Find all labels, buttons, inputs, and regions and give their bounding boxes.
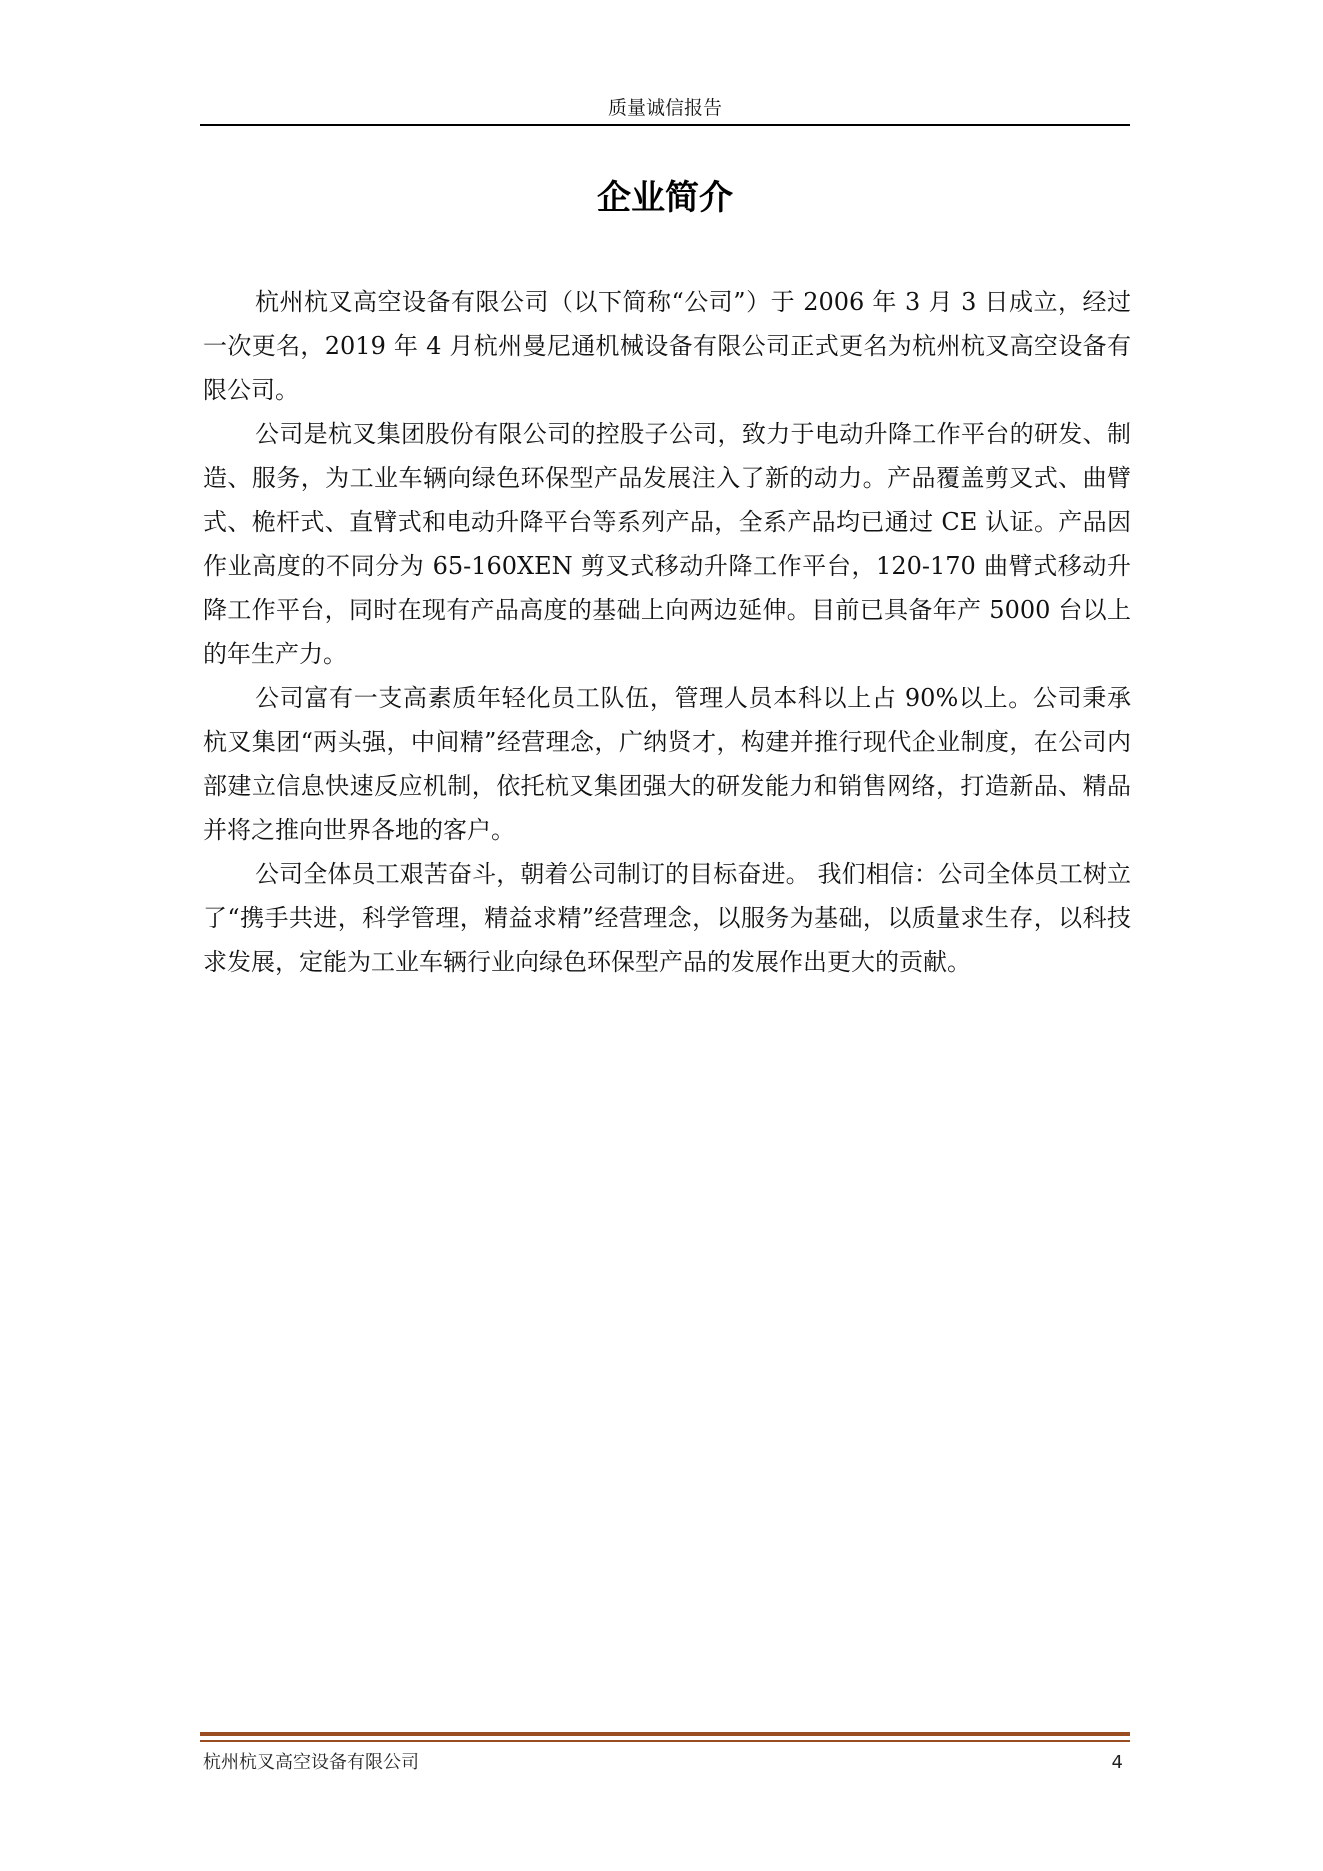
footer-divider-thin xyxy=(200,1740,1130,1742)
document-body xyxy=(203,280,1131,984)
page-title: 企业简介 xyxy=(597,178,733,218)
paragraph-3: 公司富有一支高素质年轻化员工队伍，管理人员本科以上占 90%以上。公司秉承杭叉集团“两头强，中间精”经营理念，广纳贤才，构建并推行现代企业制度，在公司内部建立信息快速反应机制，依托杭叉集团强大的研发能力和销售网络，打造新品、精品并将之推向世界各地的客户。 xyxy=(203,684,1131,844)
paragraph-1: 杭州杭叉高空设备有限公司（以下简称“公司”）于 2006 年 3 月 3 日成立，经过一次更名，2019 年 4 月杭州曼尼通机械设备有限公司正式更名为杭州杭叉高空设备有限公司。 xyxy=(203,288,1131,404)
header-divider xyxy=(200,124,1130,126)
page-number: 4 xyxy=(1111,1752,1123,1773)
paragraph-4: 公司全体员工艰苦奋斗，朝着公司制订的目标奋进。 我们相信：公司全体员工树立了“携手共进，科学管理，精益求精”经营理念，以服务为基础，以质量求生存，以科技求发展，定能为工业车辆行业向绿色环保型产品的发展作出更大的贡献。 xyxy=(203,860,1131,976)
header-title: 质量诚信报告 xyxy=(607,97,722,119)
footer-company-name: 杭州杭叉高空设备有限公司 xyxy=(203,1752,419,1773)
footer-divider-thick xyxy=(200,1732,1130,1736)
paragraph-2: 公司是杭叉集团股份有限公司的控股子公司，致力于电动升降工作平台的研发、制造、服务，为工业车辆向绿色环保型产品发展注入了新的动力。产品覆盖剪叉式、曲臂式、桅杆式、直臂式和电动升降平台等系列产品，全系产品均已通过 CE 认证。产品因作业高度的不同分为 65-160XEN 剪叉式移动升降工作平台，120-170 曲臂式移动升降工作平台，同时在现有产品高度的基础上向两边延伸。目前已具备年产 5000 台以上的年生产力。 xyxy=(203,420,1131,668)
